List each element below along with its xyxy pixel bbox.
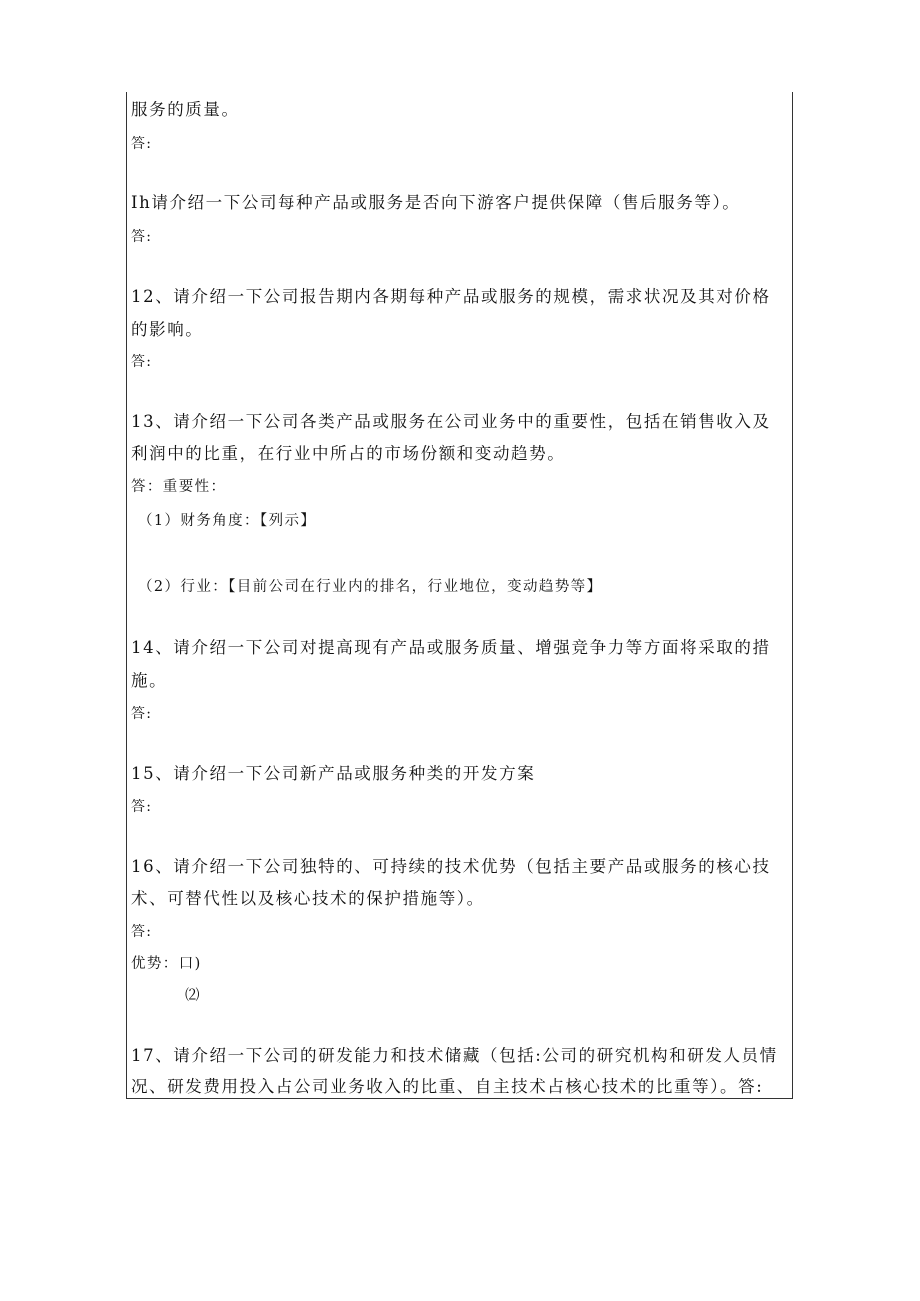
question-13-line-1: 13、请介绍一下公司各类产品或服务在公司业务中的重要性，包括在销售收入及 xyxy=(131,412,771,431)
answer-label: 答: xyxy=(131,706,153,722)
answer-label: 答: xyxy=(131,799,153,815)
answer-label: 答: xyxy=(131,229,153,245)
question-13-line-2: 利润中的比重，在行业中所占的市场份额和变动趋势。 xyxy=(131,444,566,463)
question-12-line-2: 的影响。 xyxy=(131,320,204,339)
answer-label: 答: xyxy=(131,924,153,940)
answer-item-2: ⑵ xyxy=(185,988,201,1004)
question-14-line-2: 施。 xyxy=(131,671,168,690)
question-17-line-1: 17、请介绍一下公司的研发能力和技术储藏（包括:公司的研究机构和研发人员情 xyxy=(131,1046,778,1065)
question-15: 15、请介绍一下公司新产品或服务种类的开发方案 xyxy=(131,764,536,783)
answer-label: 答: xyxy=(131,136,153,152)
answer-label: 答: xyxy=(131,354,153,370)
answer-importance: 答：重要性： xyxy=(131,479,227,495)
question-17-line-2: 况、研发费用投入占公司业务收入的比重、自主技术占核心技术的比重等）。答: xyxy=(131,1077,764,1096)
question-12-line-1: 12、请介绍一下公司报告期内各期每种产品或服务的规模，需求状况及其对价格 xyxy=(131,287,771,306)
answer-industry: （2）行业：【目前公司在行业内的排名，行业地位，变动趋势等】 xyxy=(138,579,603,595)
question-11: Ih请介绍一下公司每种产品或服务是否向下游客户提供保障（售后服务等）。 xyxy=(131,193,741,212)
question-16-line-1: 16、请介绍一下公司独特的、可持续的技术优势（包括主要产品或服务的核心技 xyxy=(131,857,771,876)
text-line-continuation: 服务的质量。 xyxy=(131,100,240,119)
question-14-line-1: 14、请介绍一下公司对提高现有产品或服务质量、增强竞争力等方面将采取的措 xyxy=(131,638,771,657)
answer-advantage: 优势：口) xyxy=(131,956,202,972)
answer-financial-angle: （1）财务角度：【列示】 xyxy=(138,513,317,529)
question-16-line-2: 术、可替代性以及核心技术的保护措施等）。 xyxy=(131,889,485,908)
